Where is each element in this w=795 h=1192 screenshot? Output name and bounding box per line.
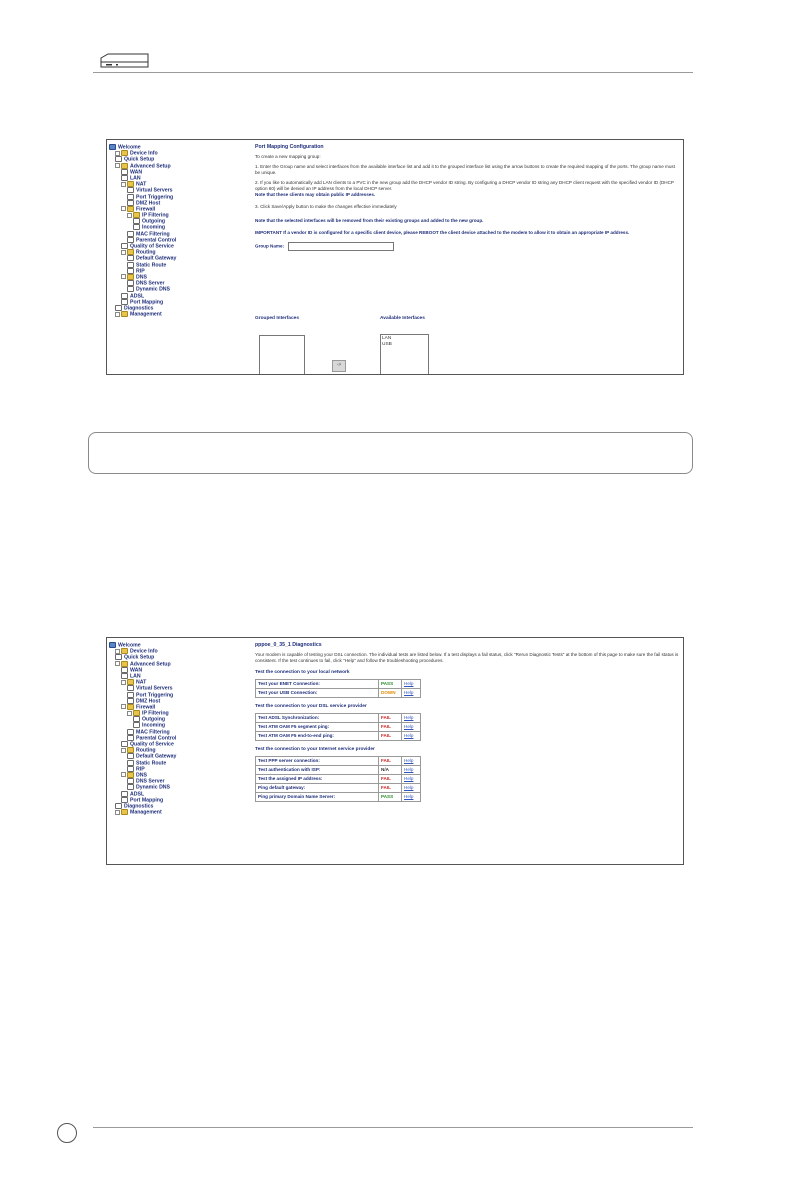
test-name: Ping default gateway: [256, 784, 379, 793]
grouped-interfaces-label: Grouped Interfaces [255, 316, 299, 321]
table-row [256, 689, 421, 698]
help-link[interactable]: Help [402, 680, 421, 689]
doc-icon [115, 654, 122, 660]
tree-item-label: Management [130, 809, 162, 816]
note-box [88, 432, 693, 474]
diagnostics-intro: Your modem is capable of testing your DSL connection. The individual tests are listed below. If a test displays a fail status, click "Rerun Diagnostic Tests" at the bottom of this page to make sure the fail status is consistent. If the test continues to fail, click "Help" and follow the troubleshooting procedures. [255, 652, 679, 663]
diagnostics-screenshot [106, 637, 684, 865]
doc-icon [133, 218, 140, 224]
doc-icon [127, 268, 134, 274]
expand-toggle-icon[interactable] [121, 206, 126, 211]
test-status: FAIL [379, 714, 402, 723]
port-mapping-screenshot [106, 139, 684, 375]
test-status: PASS [379, 680, 402, 689]
test-status: FAIL [379, 757, 402, 766]
expand-toggle-icon[interactable] [127, 213, 132, 218]
tree-item-label: IP Filtering [142, 212, 169, 219]
doc-icon [115, 305, 122, 311]
doc-icon [127, 760, 134, 766]
doc-icon [127, 729, 134, 735]
doc-icon [121, 797, 128, 803]
step-2-note: Note that these clients may obtain public IP addresses. [255, 192, 376, 197]
table-row [256, 766, 421, 775]
folder-icon [127, 206, 134, 212]
tree-item[interactable] [109, 311, 251, 317]
doc-icon [127, 280, 134, 286]
expand-toggle-icon[interactable] [115, 151, 120, 156]
section-heading: Test the connection to your DSL service provider [255, 704, 367, 709]
tree-item-label: Diagnostics [124, 803, 154, 810]
group-name-label: Group Name: [255, 243, 285, 249]
tree-item-label: NAT [136, 679, 147, 686]
expand-toggle-icon[interactable] [121, 274, 126, 279]
help-link[interactable]: Help [402, 784, 421, 793]
table-row [256, 775, 421, 784]
header-rule [93, 72, 693, 73]
important-note: IMPORTANT If a vendor ID is configured for a specific client device, please REBOOT the client device attached to the modem to allow it to obtain an appropriate IP address. [255, 230, 630, 235]
doc-icon [115, 156, 122, 162]
doc-icon [127, 753, 134, 759]
group-name-row [255, 242, 679, 251]
tree-item-label: Static Route [136, 759, 167, 766]
folder-icon [127, 181, 134, 187]
diagnostics-content [255, 642, 679, 802]
help-link[interactable]: Help [402, 714, 421, 723]
tree-item-label: Device Info [130, 648, 158, 655]
test-status: FAIL [379, 723, 402, 732]
table-row [256, 680, 421, 689]
folder-icon [127, 274, 134, 280]
port-mapping-content [255, 144, 679, 368]
expand-toggle-icon[interactable] [115, 661, 120, 666]
tree-item-label: RIP [136, 766, 145, 773]
expand-toggle-icon[interactable] [115, 163, 120, 168]
doc-icon [127, 237, 134, 243]
folder-icon [121, 809, 128, 815]
step-1-text: 1. Enter the Group name and select interfaces from the available interface list and add it to the grouped interface list using the arrow buttons to create the required mapping of the ports. The group name must be unique. [255, 164, 675, 175]
help-link[interactable]: Help [402, 757, 421, 766]
tree-item-label: Incoming [142, 224, 166, 231]
table-row [256, 757, 421, 766]
help-link[interactable]: Help [402, 766, 421, 775]
tree-item-label: MAC Filtering [136, 231, 170, 237]
doc-icon [127, 255, 134, 261]
tree-item-label: ADSL [130, 292, 145, 299]
doc-icon [115, 803, 122, 809]
doc-icon [133, 224, 140, 230]
tree-item-label: Welcome [118, 642, 141, 649]
diagnostics-table [255, 679, 421, 698]
folder-icon [121, 150, 128, 156]
folder-icon [121, 311, 128, 317]
doc-icon [121, 169, 128, 175]
help-link[interactable]: Help [402, 723, 421, 732]
folder-icon [133, 710, 140, 716]
intro-text: To create a new mapping group: [255, 154, 321, 159]
doc-icon [127, 685, 134, 691]
footer-rule [93, 1127, 693, 1128]
doc-icon [127, 778, 134, 784]
tree-item-label: Advanced Setup [130, 162, 171, 169]
doc-icon [121, 293, 128, 299]
doc-icon [121, 243, 128, 249]
section-heading: Test the connection to your Internet service provider [255, 747, 375, 752]
doc-icon [121, 741, 128, 747]
folder-icon [121, 661, 128, 667]
test-status: N/A [379, 766, 402, 775]
home-icon [109, 144, 116, 150]
diagnostics-table [255, 713, 421, 741]
folder-icon [133, 212, 140, 218]
help-link[interactable]: Help [402, 775, 421, 784]
available-interface-lan[interactable]: LAN [382, 336, 392, 341]
expand-toggle-icon[interactable] [127, 711, 132, 716]
tree-item-label: Incoming [142, 722, 166, 729]
expand-toggle-icon[interactable] [121, 704, 126, 709]
doc-icon [121, 673, 128, 679]
tree-item-label: LAN [130, 673, 141, 680]
tree-item-label: Routing [136, 747, 156, 754]
expand-toggle-icon[interactable] [121, 748, 126, 753]
home-icon [109, 642, 116, 648]
page-title: pppoe_0_35_1 Diagnostics [255, 642, 322, 648]
tree-item-label: WAN [130, 169, 143, 176]
tree-item-label: DNS [136, 274, 147, 281]
tree-item-label: Default Gateway [136, 753, 177, 760]
move-left-button[interactable]: -> [332, 360, 346, 372]
doc-icon [127, 262, 134, 268]
expand-toggle-icon[interactable] [121, 250, 126, 255]
doc-icon [133, 716, 140, 722]
expand-toggle-icon[interactable] [121, 680, 126, 685]
tree-item-label: Port Triggering [136, 691, 174, 698]
doc-icon [127, 231, 134, 237]
tree-item-label: DNS [136, 772, 147, 779]
folder-icon [127, 747, 134, 753]
expand-toggle-icon[interactable] [121, 182, 126, 187]
tree-item-label: Dynamic DNS [136, 286, 171, 293]
tree-item-label: Quality of Service [130, 741, 174, 748]
tree-item-label: Advanced Setup [130, 660, 171, 667]
available-interfaces-label: Available Interfaces [380, 316, 425, 321]
tree-item-label: Static Route [136, 261, 167, 268]
doc-icon [127, 187, 134, 193]
test-name: Test your USB Connection: [256, 689, 379, 698]
test-status: FAIL [379, 784, 402, 793]
tree-item-label: DMZ Host [136, 200, 161, 207]
test-status: DOWN [379, 689, 402, 698]
tree-item-label: WAN [130, 667, 143, 674]
folder-icon [127, 704, 134, 710]
tree-item-label: DMZ Host [136, 698, 161, 705]
tree-item-label: Parental Control [136, 735, 177, 742]
tree-item-label: Welcome [118, 144, 141, 151]
doc-icon [127, 784, 134, 790]
tree-item-label: Firewall [136, 704, 156, 711]
expand-toggle-icon[interactable] [115, 312, 120, 317]
doc-icon [127, 286, 134, 292]
doc-icon [127, 692, 134, 698]
tree-item-label: IP Filtering [142, 710, 169, 717]
tree-item-label: DNS Server [136, 280, 165, 287]
nav-tree [109, 642, 251, 815]
available-interface-usb[interactable]: USB [382, 341, 392, 347]
tree-item[interactable] [109, 809, 251, 815]
router-device-icon [98, 53, 150, 69]
test-status: PASS [379, 793, 402, 802]
tree-item-label: Port Mapping [130, 797, 164, 804]
tree-item-label: Quick Setup [124, 156, 155, 163]
folder-icon [127, 772, 134, 778]
test-name: Test ADSL Synchronization: [256, 714, 379, 723]
tree-item-label: Quick Setup [124, 654, 155, 661]
remove-note: Note that the selected interfaces will be removed from their existing groups and added to the new group. [255, 218, 484, 223]
page-number-circle [57, 1123, 77, 1143]
tree-item-label: Device Info [130, 150, 158, 157]
step-2-text: 2. If you like to automatically add LAN clients to a PVC in the new group add the DHCP vendor ID string. By configuring a DHCP vendor ID string any DHCP client request with the specified vendor ID (DHCP option 60) will be denied an IP address from the local DHCP server. [255, 180, 674, 191]
table-row [256, 732, 421, 741]
doc-icon [121, 299, 128, 305]
test-name: Test ATM OAM F5 segment ping: [256, 723, 379, 732]
doc-icon [121, 667, 128, 673]
tree-item-label: Virtual Servers [136, 685, 173, 692]
expand-toggle-icon[interactable] [115, 649, 120, 654]
tree-item-label: LAN [130, 175, 141, 182]
help-link[interactable]: Help [402, 732, 421, 741]
folder-icon [127, 679, 134, 685]
test-status: FAIL [379, 732, 402, 741]
test-name: Test authentication with ISP: [256, 766, 379, 775]
help-link[interactable]: Help [402, 793, 421, 802]
available-interfaces-list[interactable] [380, 334, 429, 375]
grouped-interfaces-list[interactable] [259, 335, 305, 375]
doc-icon [127, 735, 134, 741]
doc-icon [127, 200, 134, 206]
section-heading: Test the connection to your local network [255, 670, 350, 675]
diagnostics-table [255, 756, 421, 802]
folder-icon [127, 249, 134, 255]
page-title: Port Mapping Configuration [255, 144, 324, 150]
table-row [256, 723, 421, 732]
test-name: Test ATM OAM F5 end-to-end ping: [256, 732, 379, 741]
doc-icon [133, 722, 140, 728]
nav-tree [109, 144, 251, 317]
doc-icon [127, 698, 134, 704]
tree-item-label: Virtual Servers [136, 187, 173, 194]
expand-toggle-icon[interactable] [115, 810, 120, 815]
folder-icon [121, 648, 128, 654]
tree-item-label: Dynamic DNS [136, 784, 171, 791]
tree-item-label: Diagnostics [124, 305, 154, 312]
diagnostics-sections [255, 670, 679, 802]
tree-item-label: Management [130, 311, 162, 318]
tree-item-label: Outgoing [142, 218, 166, 225]
test-name: Ping primary Domain Name Server: [256, 793, 379, 802]
table-row [256, 714, 421, 723]
tree-item-label: ADSL [130, 790, 145, 797]
doc-icon [127, 766, 134, 772]
tree-item-label: RIP [136, 268, 145, 275]
test-name: Test PPP server connection: [256, 757, 379, 766]
tree-item-label: Quality of Service [130, 243, 174, 250]
expand-toggle-icon[interactable] [121, 772, 126, 777]
tree-item-label: Firewall [136, 206, 156, 213]
test-status: FAIL [379, 775, 402, 784]
table-row [256, 784, 421, 793]
tree-item-label: Outgoing [142, 716, 166, 723]
test-name: Test the assigned IP address: [256, 775, 379, 784]
tree-item-label: Default Gateway [136, 255, 177, 262]
step-3-text: 3. Click Save/Apply button to make the changes effective immediately [255, 204, 397, 209]
tree-item-label: MAC Filtering [136, 729, 170, 735]
tree-item-label: Port Mapping [130, 299, 164, 306]
help-link[interactable]: Help [402, 689, 421, 698]
group-name-input[interactable] [288, 242, 394, 251]
tree-item-label: Routing [136, 249, 156, 256]
doc-icon [127, 194, 134, 200]
doc-icon [121, 175, 128, 181]
tree-item-label: Parental Control [136, 237, 177, 244]
tree-item-label: DNS Server [136, 778, 165, 785]
tree-item-label: NAT [136, 181, 147, 188]
folder-icon [121, 163, 128, 169]
doc-icon [121, 791, 128, 797]
tree-item-label: Port Triggering [136, 193, 174, 200]
test-name: Test your ENET Connection: [256, 680, 379, 689]
table-row [256, 793, 421, 802]
